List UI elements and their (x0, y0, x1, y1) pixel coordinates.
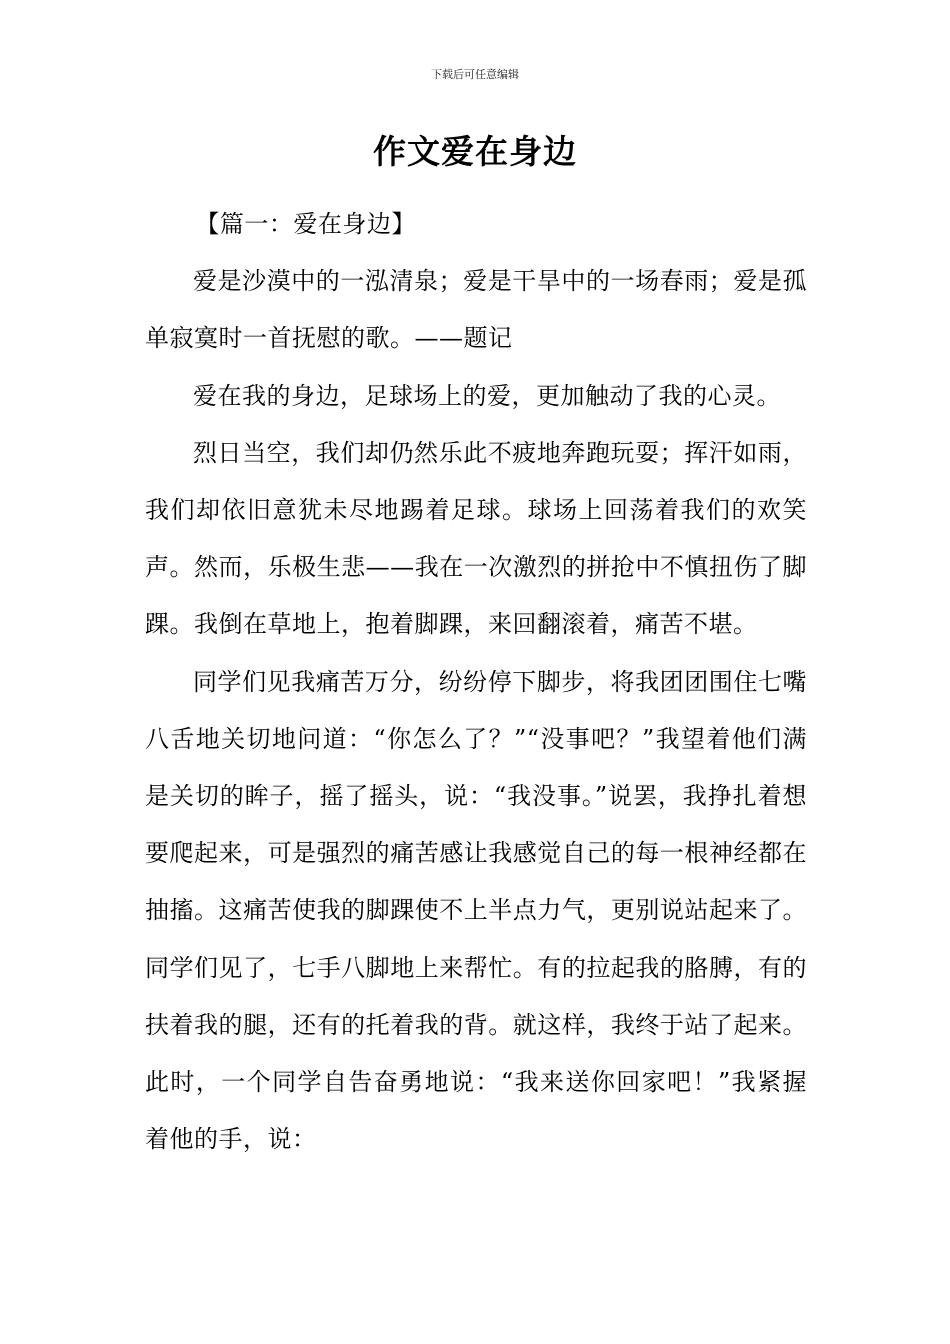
header-note: 下载后可任意编辑 (431, 68, 519, 81)
document-body (145, 196, 807, 1168)
paragraph: 同学们见我痛苦万分，纷纷停下脚步，将我团团围住七嘴八舌地关切地问道：“你怎么了？”“没事吧？”我望着他们满是关切的眸子，摇了摇头，说：“我没事。”说罢，我挣扎着想要爬起来，可是强烈的痛苦感让我感觉自己的每一根神经都在抽搐。这痛苦使我的脚踝使不上半点力气，更别说站起来了。同学们见了，七手八脚地上来帮忙。有的拉起我的胳膊，有的扶着我的腿，还有的托着我的背。就这样，我终于站了起来。此时，一个同学自告奋勇地说：“我来送你回家吧！”我紧握着他的手，说： (145, 667, 807, 1154)
document-title: 作文爱在身边 (373, 132, 577, 171)
paragraph: 爱是沙漠中的一泓清泉；爱是干旱中的一场春雨；爱是孤单寂寞时一首抚慰的歌。——题记 (145, 267, 807, 353)
section-heading: 【篇一：爱在身边】 (195, 210, 416, 238)
paragraph: 爱在我的身边，足球场上的爱，更加触动了我的心灵。 (193, 381, 781, 410)
paragraph: 烈日当空，我们却仍然乐此不疲地奔跑玩耍；挥汗如雨，我们却依旧意犹未尽地踢着足球。球场上回荡着我们的欢笑声。然而，乐极生悲——我在一次激烈的拼抢中不慎扭伤了脚踝。我倒在草地上，抱着脚踝，来回翻滚着，痛苦不堪。 (145, 438, 807, 639)
